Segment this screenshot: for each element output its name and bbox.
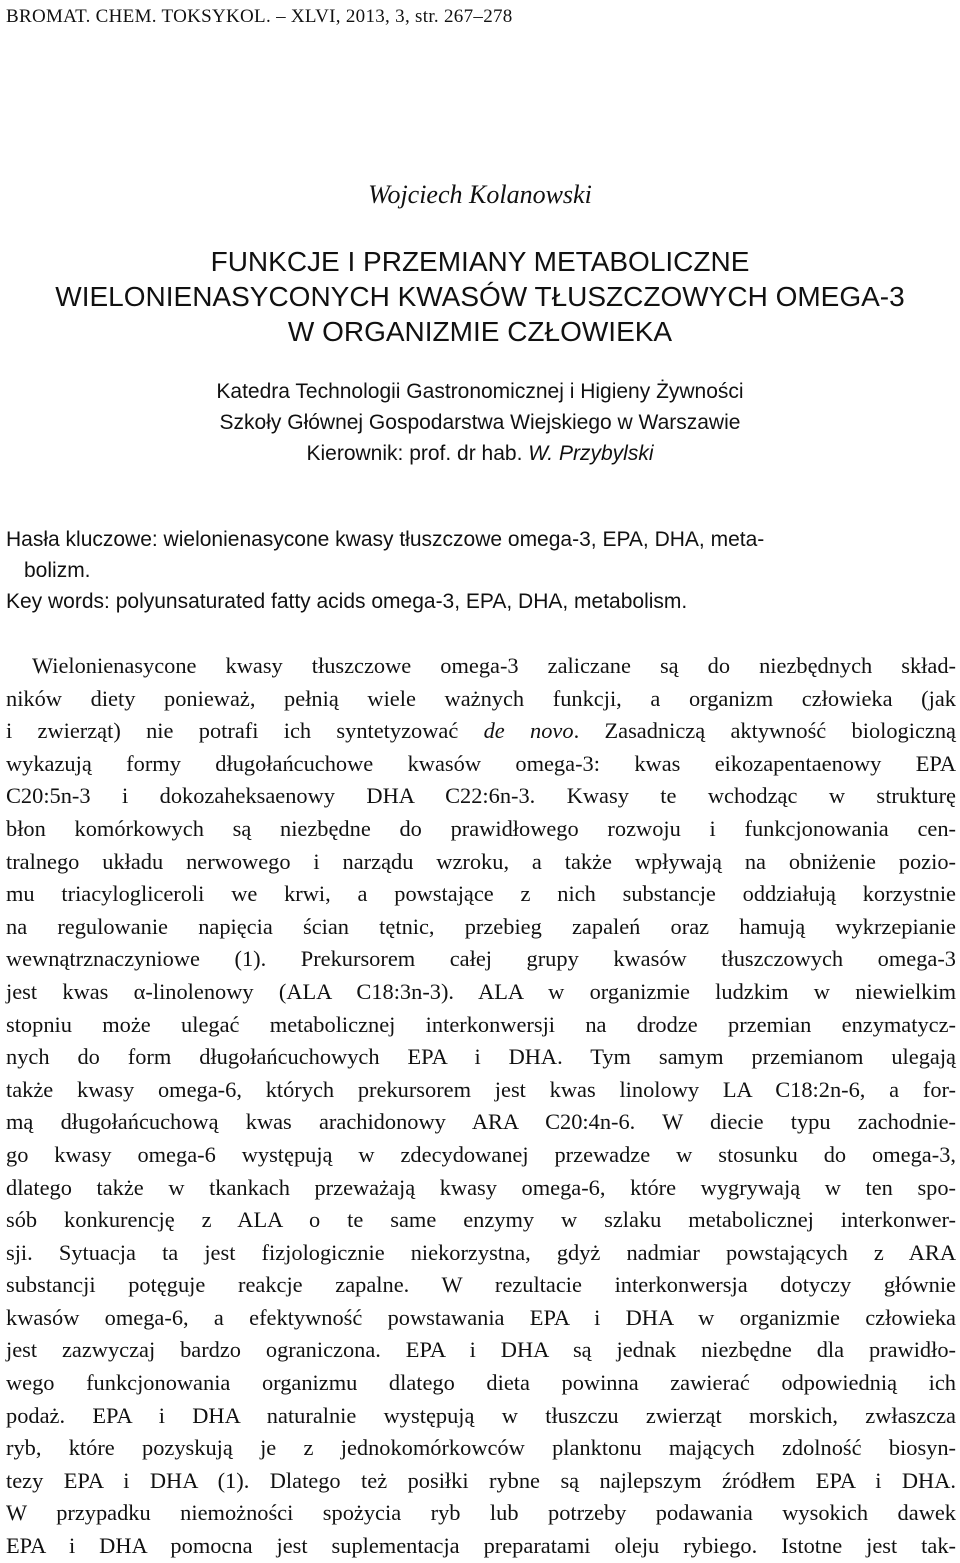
body-line: mu triacylogliceroli we krwi, a powstające z nich substancje oddziałują korzystnie (6, 881, 956, 907)
body-line: Wielonienasycone kwasy tłuszczowe omega-3 zaliczane są do niezbędnych skład- (32, 653, 956, 678)
body-line: na regulowanie napięcia ścian tętnic, przebieg zapaleń oraz hamują wykrzepianie (6, 913, 956, 939)
title-line: WIELONIENASYCONYCH KWASÓW TŁUSZCZOWYCH OMEGA-3 (55, 281, 905, 312)
body-line (6, 715, 956, 748)
body-line-end: . Zasadniczą aktywność biologiczną (573, 718, 956, 744)
head-prefix: Kierownik: prof. dr hab. (306, 442, 529, 465)
body-line: tezy EPA i DHA (1). Dlatego też posiłki rybne są najlepszym źródłem EPA i DHA. (6, 1467, 956, 1493)
body-line: nych do form długołańcuchowych EPA i DHA. Tym samym przemianom ulegają (6, 1044, 956, 1070)
body-line: mą długołańcuchową kwas arachidonowy ARA C20:4n-6. W diecie typu zachodnie- (6, 1109, 956, 1135)
body-line-start: i zwierząt) nie potrafi ich syntetyzować (6, 718, 484, 744)
keywords-english: Key words: polyunsaturated fatty acids omega-3, EPA, DHA, metabolism. (6, 590, 688, 613)
body-text (6, 650, 956, 1563)
head-name: W. Przybylski (528, 442, 654, 465)
body-line: ników diety ponieważ, pełnią wiele ważnych funkcji, a organizm człowieka (jak (6, 685, 956, 711)
journal-header: BROMAT. CHEM. TOKSYKOL. – XLVI, 2013, 3, str. 267–278 (6, 6, 513, 27)
affiliation-department: Katedra Technologii Gastronomicznej i Higieny Żywności (216, 380, 744, 403)
title-line: FUNKCJE I PRZEMIANY METABOLICZNE (210, 246, 750, 277)
affiliation-head (0, 438, 960, 469)
affiliation-university: Szkoły Głównej Gospodarstwa Wiejskiego w Warszawie (219, 411, 741, 434)
body-line: ryb, które pozyskują je z jednokomórkowców planktonu mających zdolność biosyn- (6, 1435, 956, 1461)
body-line: tralnego układu nerwowego i narządu wzroku, a także wpływają na obniżenie pozio- (6, 848, 956, 874)
keywords-polish-cont: bolizm. (24, 559, 91, 582)
author-name: Wojciech Kolanowski (368, 180, 592, 209)
body-line: W przypadku niemożności spożycia ryb lub potrzeby podawania wysokich dawek (6, 1500, 956, 1526)
body-line: dlatego także w tkankach przeważają kwasy omega-6, które wygrywają w ten spo- (6, 1174, 956, 1200)
body-line: kwasów omega-6, a efektywność powstawania EPA i DHA w organizmie człowieka (6, 1304, 956, 1330)
paper-title (0, 244, 960, 349)
body-line: jest kwas α-linolenowy (ALA C18:3n-3). ALA w organizmie ludzkim w niewielkim (6, 978, 956, 1004)
body-line: sób konkurencję z ALA o te same enzymy w szlaku metabolicznej interkonwer- (6, 1207, 956, 1233)
body-line: substancji potęguje reakcje zapalne. W rezultacie interkonwersja dotyczy głównie (6, 1272, 956, 1298)
title-line: W ORGANIZMIE CZŁOWIEKA (287, 316, 673, 347)
body-line: także kwasy omega-6, których prekursorem jest kwas linolowy LA C18:2n-6, a for- (6, 1076, 956, 1102)
keywords-polish: Hasła kluczowe: wielonienasycone kwasy tłuszczowe omega-3, EPA, DHA, meta- (6, 528, 765, 551)
keywords-block (6, 524, 956, 617)
body-line: wewnątrznaczyniowe (1). Prekursorem całej grupy kwasów tłuszczowych omega-3 (6, 946, 956, 972)
body-line: sji. Sytuacja ta jest fizjologicznie niekorzystna, gdyż nadmiar powstających z ARA (6, 1239, 956, 1265)
affiliation (0, 376, 960, 469)
body-line: go kwasy omega-6 występują w zdecydowanej przewadze w stosunku do omega-3, (6, 1141, 956, 1167)
italic-term: de novo (483, 718, 574, 744)
body-line: stopniu może ulegać metabolicznej interkonwersji na drodze przemian enzymatycz- (6, 1011, 956, 1037)
body-line: jest zazwyczaj bardzo ograniczona. EPA i DHA są jednak niezbędne dla prawidło- (6, 1337, 956, 1363)
body-line: podaż. EPA i DHA naturalnie występują w tłuszczu zwierząt morskich, zwłaszcza (6, 1402, 956, 1428)
body-line: wykazują formy długołańcuchowe kwasów omega-3: kwas eikozapentaenowy EPA (6, 750, 956, 776)
body-line: C20:5n-3 i dokozaheksaenowy DHA C22:6n-3. Kwasy te wchodząc w strukturę (6, 783, 956, 809)
body-line: EPA i DHA pomocna jest suplementacja preparatami oleju rybiego. Istotne jest tak- (6, 1533, 956, 1559)
body-line: błon komórkowych są niezbędne do prawidłowego rozwoju i funkcjonowania cen- (6, 815, 956, 841)
body-line: wego funkcjonowania organizmu dlatego dieta powinna zawierać odpowiednią ich (6, 1370, 956, 1396)
